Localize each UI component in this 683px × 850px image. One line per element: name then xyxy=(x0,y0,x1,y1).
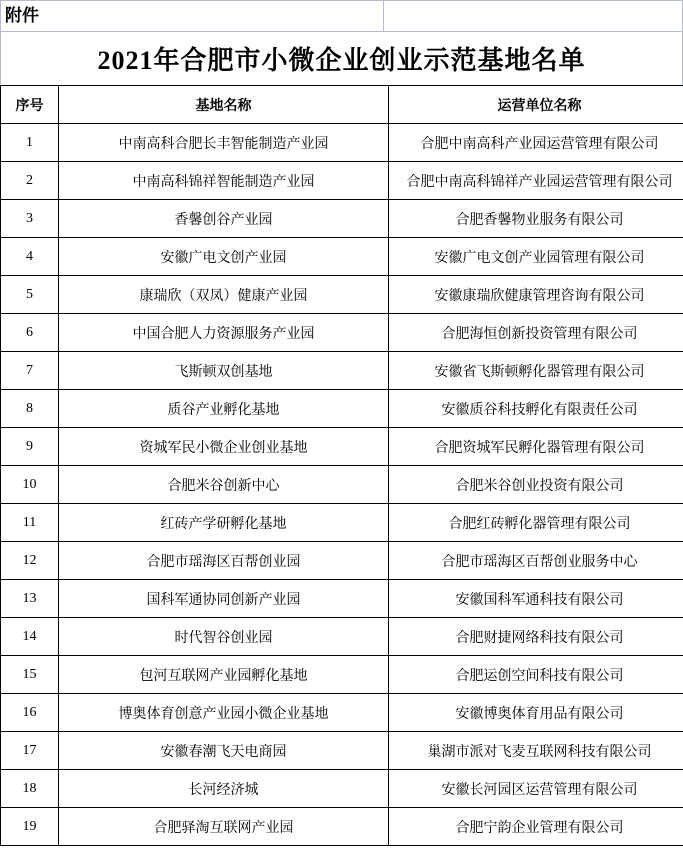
row-index-cell: 10 xyxy=(1,466,59,504)
row-index-cell: 19 xyxy=(1,808,59,846)
operator-name-cell: 安徽康瑞欣健康管理咨询有限公司 xyxy=(389,276,683,314)
row-index-cell: 3 xyxy=(1,200,59,238)
row-index-cell: 12 xyxy=(1,542,59,580)
table-row xyxy=(1,314,683,352)
base-name-cell: 红砖产学研孵化基地 xyxy=(59,504,389,542)
operator-name-cell: 安徽质谷科技孵化有限责任公司 xyxy=(389,390,683,428)
base-name-cell: 香馨创谷产业园 xyxy=(59,200,389,238)
operator-name-cell: 合肥宁韵企业管理有限公司 xyxy=(389,808,683,846)
base-name-cell: 包河互联网产业园孵化基地 xyxy=(59,656,389,694)
operator-name-cell: 合肥红砖孵化器管理有限公司 xyxy=(389,504,683,542)
row-index-cell: 6 xyxy=(1,314,59,352)
page-title: 2021年合肥市小微企业创业示范基地名单 xyxy=(0,32,683,85)
operator-name-cell: 巢湖市派对飞麦互联网科技有限公司 xyxy=(389,732,683,770)
row-index-cell: 18 xyxy=(1,770,59,808)
table-row xyxy=(1,770,683,808)
table-row xyxy=(1,466,683,504)
base-name-cell: 质谷产业孵化基地 xyxy=(59,390,389,428)
column-header-base-name: 基地名称 xyxy=(59,86,389,124)
table-row xyxy=(1,618,683,656)
table-row xyxy=(1,352,683,390)
operator-name-cell: 安徽博奥体育用品有限公司 xyxy=(389,694,683,732)
attachment-row-empty-cell xyxy=(384,1,682,31)
table-row xyxy=(1,162,683,200)
table-header-row xyxy=(1,86,683,124)
row-index-cell: 13 xyxy=(1,580,59,618)
base-name-cell: 资城军民小微企业创业基地 xyxy=(59,428,389,466)
table-row xyxy=(1,200,683,238)
row-index-cell: 2 xyxy=(1,162,59,200)
base-name-cell: 中国合肥人力资源服务产业园 xyxy=(59,314,389,352)
operator-name-cell: 安徽国科军通科技有限公司 xyxy=(389,580,683,618)
table-row xyxy=(1,542,683,580)
row-index-cell: 9 xyxy=(1,428,59,466)
base-name-cell: 国科军通协同创新产业园 xyxy=(59,580,389,618)
operator-name-cell: 合肥运创空间科技有限公司 xyxy=(389,656,683,694)
table-row xyxy=(1,504,683,542)
table-row xyxy=(1,276,683,314)
operator-name-cell: 合肥市瑶海区百帮创业服务中心 xyxy=(389,542,683,580)
table-body xyxy=(1,124,683,846)
operator-name-cell: 合肥中南高科产业园运营管理有限公司 xyxy=(389,124,683,162)
base-name-cell: 安徽广电文创产业园 xyxy=(59,238,389,276)
base-name-cell: 合肥市瑶海区百帮创业园 xyxy=(59,542,389,580)
operator-name-cell: 安徽长河园区运营管理有限公司 xyxy=(389,770,683,808)
row-index-cell: 1 xyxy=(1,124,59,162)
row-index-cell: 4 xyxy=(1,238,59,276)
operator-name-cell: 合肥中南高科锦祥产业园运营管理有限公司 xyxy=(389,162,683,200)
row-index-cell: 14 xyxy=(1,618,59,656)
table-row xyxy=(1,238,683,276)
base-name-cell: 合肥驿淘互联网产业园 xyxy=(59,808,389,846)
attachment-label: 附件 xyxy=(1,1,384,31)
base-name-cell: 安徽春潮飞天电商园 xyxy=(59,732,389,770)
base-name-cell: 合肥米谷创新中心 xyxy=(59,466,389,504)
row-index-cell: 17 xyxy=(1,732,59,770)
base-name-cell: 康瑞欣（双凤）健康产业园 xyxy=(59,276,389,314)
row-index-cell: 11 xyxy=(1,504,59,542)
operator-name-cell: 合肥资城军民孵化器管理有限公司 xyxy=(389,428,683,466)
table-row xyxy=(1,390,683,428)
base-name-cell: 长河经济城 xyxy=(59,770,389,808)
table-row xyxy=(1,580,683,618)
table-row xyxy=(1,808,683,846)
row-index-cell: 15 xyxy=(1,656,59,694)
row-index-cell: 8 xyxy=(1,390,59,428)
operator-name-cell: 合肥米谷创业投资有限公司 xyxy=(389,466,683,504)
base-list-table xyxy=(0,85,683,846)
base-name-cell: 中南高科合肥长丰智能制造产业园 xyxy=(59,124,389,162)
base-name-cell: 飞斯顿双创基地 xyxy=(59,352,389,390)
table-row xyxy=(1,732,683,770)
column-header-index: 序号 xyxy=(1,86,59,124)
table-row xyxy=(1,428,683,466)
base-name-cell: 博奥体育创意产业园小微企业基地 xyxy=(59,694,389,732)
column-header-operator-name: 运营单位名称 xyxy=(389,86,683,124)
table-row xyxy=(1,124,683,162)
row-index-cell: 5 xyxy=(1,276,59,314)
attachment-row xyxy=(0,0,683,32)
operator-name-cell: 合肥香馨物业服务有限公司 xyxy=(389,200,683,238)
row-index-cell: 7 xyxy=(1,352,59,390)
operator-name-cell: 合肥财捷网络科技有限公司 xyxy=(389,618,683,656)
row-index-cell: 16 xyxy=(1,694,59,732)
table-row xyxy=(1,656,683,694)
base-name-cell: 中南高科锦祥智能制造产业园 xyxy=(59,162,389,200)
base-name-cell: 时代智谷创业园 xyxy=(59,618,389,656)
operator-name-cell: 安徽省飞斯顿孵化器管理有限公司 xyxy=(389,352,683,390)
operator-name-cell: 合肥海恒创新投资管理有限公司 xyxy=(389,314,683,352)
table-row xyxy=(1,694,683,732)
operator-name-cell: 安徽广电文创产业园管理有限公司 xyxy=(389,238,683,276)
